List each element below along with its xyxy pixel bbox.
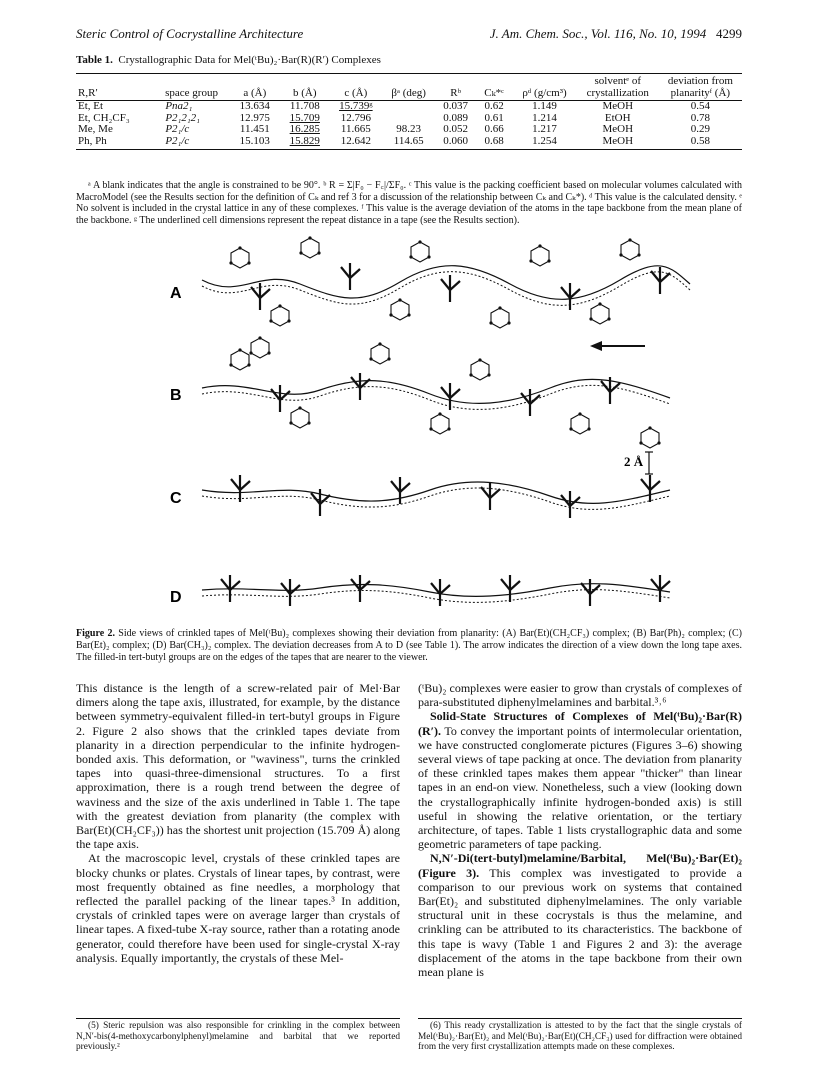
cell-b: 16.285 [289,123,320,135]
cell-rr: Et, Et [78,100,104,112]
cell-ck: 0.61 [484,111,504,124]
col-header-rr: R,R′ [76,74,153,101]
cell-r: 0.089 [443,111,469,124]
cell-density: 1.254 [512,136,576,150]
col-header-ck: Cₖ*ᶜ [476,74,512,101]
crystallographic-table [76,73,742,150]
tape-panel-b [170,336,670,448]
tape-panel-d [170,575,670,606]
section-heading: Solid-State Structures of Complexes of Mel(ᵗBu)₂·Bar(R)(R′). [418,709,742,738]
body-column-left [76,681,400,965]
panel-label-b: B [170,387,182,404]
col-header-solvent: solventᵉ of crystallization [577,74,659,101]
cell-c: 11.665 [340,123,371,135]
page-number: 4299 [716,26,742,41]
cell-beta [382,101,436,113]
cell-deviation: 0.58 [659,136,742,150]
table-row [76,124,742,136]
cell-b: 15.829 [280,136,330,150]
cell-ck: 0.62 [484,100,504,112]
paragraph: (ᵗBu)₂ complexes were easier to grow than crystals of complexes of para-substituted diphenylmelamines and barbital.³˒⁶ [418,681,742,710]
cell-c: 12.642 [330,136,382,150]
cell-beta: 98.23 [396,123,422,135]
table-caption [76,54,742,66]
col-header-density: ρᵈ (g/cm³) [512,74,576,101]
section-paragraph [418,851,742,979]
cell-deviation: 0.29 [690,123,710,135]
cell-a: 15.103 [230,136,280,150]
paragraph: At the macroscopic level, crystals of these crinkled tapes are blocky chunks or plates. Crystals of linear tapes, by contrast, were most frequently obtained as fine needles, a morphology that reflected the parallel packing of the linear tapes.³ In addition, crystals of crinkled tapes were on average larger than crystals of linear tapes. A fixed-tube X-ray source, rather than a rotating anode generator, could therefore have been used for single-crystal X-ray analysis. Equally importantly, the crystals of these Mel- [76,851,400,965]
table-row [76,101,742,113]
section-paragraph [418,709,742,851]
paragraph-text: This complex was investigated to provide a comparison to our previous work on systems that contained Bar(Et)₂ and substituted diphenylmelamines. The only variable structural unit in these cocrystals is thus the melamine, and crinkling can be attributed to its characteristics. The backbone of this tape is wavy (Table 1 and Figures 2 and 3): the average displacement of the atoms in the tape backbone from their own mean plane is [418,865,742,980]
tape-panel-c [170,475,670,518]
cell-b: 11.708 [289,100,320,112]
cell-deviation: 0.54 [690,100,710,112]
cell-beta: 114.65 [382,136,436,150]
figure-caption [76,628,742,664]
journal-citation [490,26,742,42]
cell-space-group: P2₁/c [153,136,229,150]
tape-panel-a [170,236,690,328]
col-header-b: b (Å) [280,74,330,101]
cell-density: 1.217 [532,123,557,135]
cell-ck: 0.68 [476,136,512,150]
cell-a: 13.634 [239,100,270,112]
body-column-right [418,681,742,979]
cell-rr: Ph, Ph [76,136,153,150]
running-title: Steric Control of Cocrystalline Architecture [76,26,304,41]
cell-space-group: Pna2₁ [165,100,193,112]
cell-density: 1.149 [532,100,557,112]
cell-r: 0.060 [435,136,476,150]
cell-rr: Et, CH₂CF₃ [78,111,130,124]
cell-solvent: MeOH [577,136,659,150]
cell-space-group: P2₁2₁2₁ [165,111,201,124]
footnote-5 [76,1018,400,1053]
panel-label-c: C [170,490,182,507]
scale-bar [624,452,653,474]
cell-rr: Me, Me [78,123,113,135]
col-header-r: Rᵇ [435,74,476,101]
cell-solvent: MeOH [602,123,634,135]
col-header-c: c (Å) [330,74,382,101]
table-row [76,136,742,150]
journal-name: J. Am. Chem. Soc., Vol. 116, No. 10, 1994 [489,26,707,41]
view-direction-arrow [590,341,645,351]
footnote-text: (6) This ready crystallization is attested to by the fact that the single crystals of Mel(ᵗBu)₂·Bar(Et)₂ and Mel(ᵗBu)₂·Bar(Et)(CH₂CF₃) used for diffraction were obtained from the very first crystallization attempts made on these complexes. [418,1021,742,1052]
col-header-space-group: space group [153,74,229,101]
table-label: Table 1. [76,54,113,66]
cell-space-group: P2₁/c [165,123,190,135]
cell-r: 0.037 [443,100,469,112]
col-header-beta: βᵃ (deg) [382,74,436,101]
col-header-a: a (Å) [230,74,280,101]
footnote-6 [418,1018,742,1053]
cell-c: 15.739ᵍ [339,100,373,112]
scale-label: 2 Å [624,454,644,469]
col-header-deviation: deviation from planarityᶠ (Å) [659,74,742,101]
cell-ck: 0.66 [484,123,504,135]
figure-2 [150,228,750,618]
panel-label-a: A [170,285,182,302]
table-footnotes: ᵃ A blank indicates that the angle is constrained to be 90°. ᵇ R = Σ|F₀ − F꜀|/ΣF₀. ᶜ This value is the packing coefficient based on molecular volumes calculated with MacroModel (see the Results section for the definition of Cₖ and ref 3 for a discussion of the relationship between Cₖ and Cₖ*). ᵈ This value is the calculated density. ᵉ No solvent is included in the crystal lattice in any of these complexes. ᶠ This value is the average deviation of the atoms in the tape backbone from the mean plane of the backbone. ᵍ The underlined cell dimensions represent the repeat distance in a tape (see the Results section). [76,180,743,226]
cell-a: 12.975 [239,111,270,124]
cell-density: 1.214 [532,111,557,124]
cell-c: 12.796 [340,111,371,124]
cell-deviation: 0.78 [690,111,710,124]
cell-r: 0.052 [443,123,469,135]
cell-solvent: MeOH [602,100,634,112]
cell-b: 15.709 [289,111,320,124]
table-title: Crystallographic Data for Mel(ᵗBu)₂·Bar(R)(R′) Complexes [118,54,381,66]
cell-a: 11.451 [239,123,270,135]
crinkled-tapes-figure [150,228,750,618]
paragraph: This distance is the length of a screw-related pair of Mel·Bar dimers along the tape axis, illustrated, for example, by the distance between symmetry-equivalent filled-in tert-butyl groups in Figure 2. Figure 2 also shows that the crinkled tapes deviate from planarity in a direction perpendicular to the infinite hydrogen-bonded axis. This deformation, or "waviness", turns the crinkled tapes into quasi-three-dimensional structures. To a first approximation, there is a rough trend between the degree of waviness and the size of the axis underlined in Table 1. The tape with the greatest deviation from planarity (the complex with Bar(Et)(CH₂CF₃)) has the shortest unit projection (15.709 Å) along the tape axis. [76,681,400,852]
footnote-text: (5) Steric repulsion was also responsible for crinkling in the complex between N,N′-bis(4-methoxycarbonylphenyl)melamine and barbital that we reported previously.² [76,1021,400,1052]
panel-label-d: D [170,589,182,606]
figure-label: Figure 2. [76,628,115,639]
section-heading: N,N′-Di(tert-butyl)melamine/Barbital, Mel(ᵗBu)₂·Bar(Et)₂ (Figure 3). [418,851,742,880]
paragraph-text: To convey the important points of intermolecular orientation, we have constructed conglomerate pictures (Figures 3–6) showing several views of tape packing at once. The deviation from planarity of these crinkled tapes makes them appear "thicker" than linear tapes in an end-on view. Nonetheless, such a view (looking down the crystallographically infinite hydrogen-bonded axis) is still useful in showing the relative orientation, or the tertiary architecture, of tapes. Table 1 lists crystallographic data and some geometric parameters of tape packing. [418,723,742,852]
cell-solvent: EtOH [604,111,631,124]
figure-caption-text: Side views of crinkled tapes of Mel(ᵗBu)₂ complexes showing their deviation from planarity: (A) Bar(Et)(CH₂CF₃) complex; (B) Bar(Ph)₂ complex; (C) Bar(Et)₂ complex; (D) Bar(CH₃)₂ complex. The deviation decreases from A to D (see Table 1). The arrow indicates the direction of a view down the long tape axes. The filled-in tert-butyl groups are on the edges of the tapes that are nearer to the viewer. [76,628,742,663]
